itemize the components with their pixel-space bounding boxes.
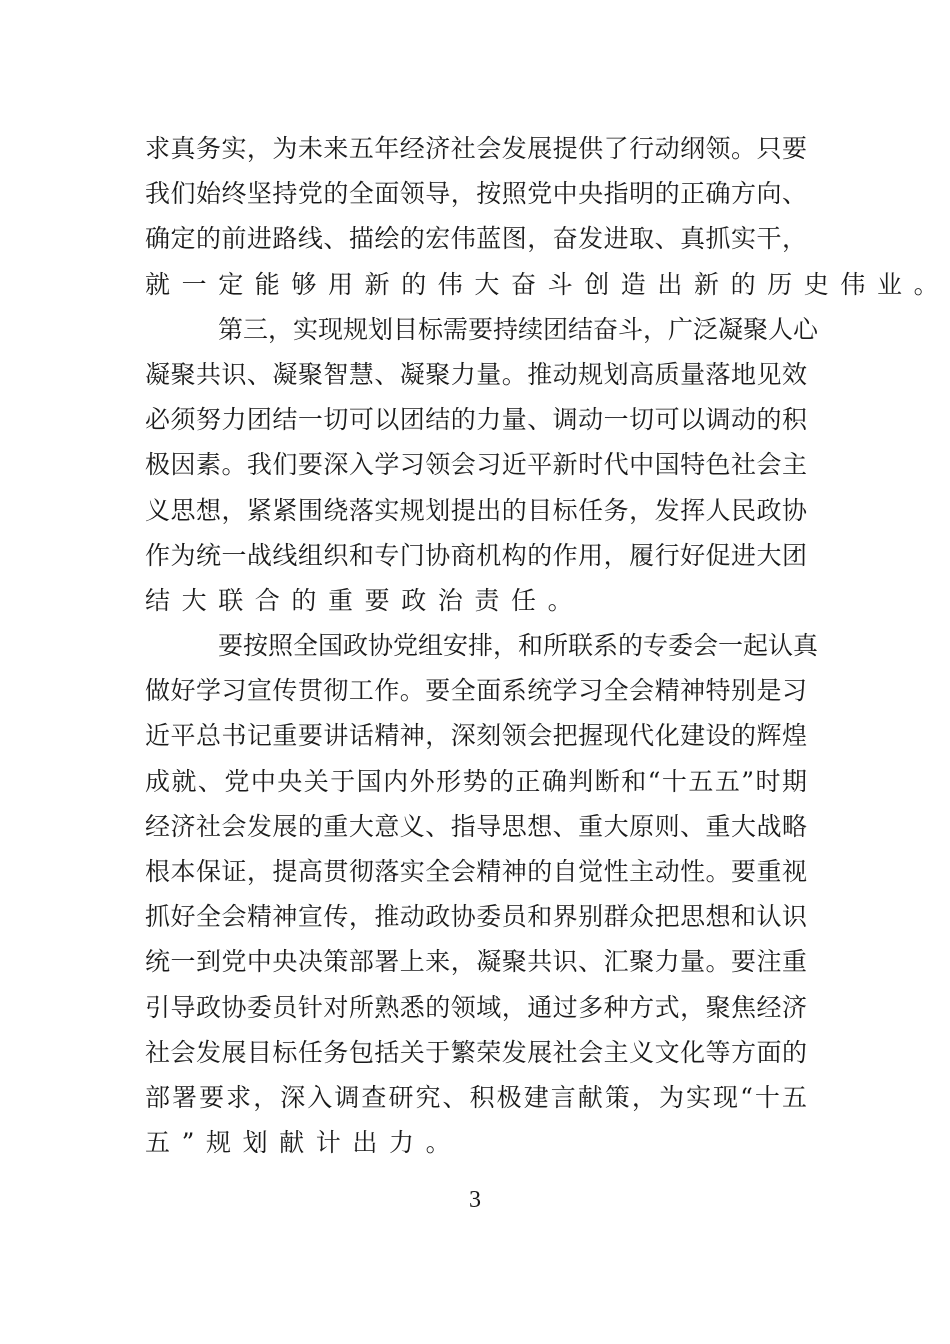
text-line: 结大联合的重要政治责任。 xyxy=(145,585,585,615)
text-line: 统一到党中央决策部署上来，凝聚共识、汇聚力量。要注重 xyxy=(145,947,807,977)
text-line: 极因素。我们要深入学习领会习近平新时代中国特色社会主 xyxy=(145,450,807,480)
text-line: 成就、党中央关于国内外形势的正确判断和“十五五”时期 xyxy=(145,766,807,796)
text-line: 确定的前进路线、描绘的宏伟蓝图，奋发进取、真抓实干， xyxy=(145,224,807,254)
text-line: 经济社会发展的重大意义、指导思想、重大原则、重大战略 xyxy=(145,811,807,841)
text-line: 我们始终坚持党的全面领导，按照党中央指明的正确方向、 xyxy=(145,179,807,209)
document-body xyxy=(145,126,950,1165)
text-line: 近平总书记重要讲话精神，深刻领会把握现代化建设的辉煌 xyxy=(145,721,807,751)
page-number: 3 xyxy=(469,1187,481,1213)
text-line: 求真务实，为未来五年经济社会发展提供了行动纲领。只要 xyxy=(145,134,807,163)
text-line: 抓好全会精神宣传，推动政协委员和界别群众把思想和认识 xyxy=(145,902,807,932)
paragraph-first-line: 要按照全国政协党组安排，和所联系的专委会一起认真 xyxy=(218,631,819,661)
paragraph-first-line: 第三，实现规划目标需要持续团结奋斗，广泛凝聚人心 xyxy=(218,314,819,344)
text-line: 必须努力团结一切可以团结的力量、调动一切可以调动的积 xyxy=(145,405,807,435)
text-line: 五”规划献计出力。 xyxy=(145,1128,463,1158)
text-line: 凝聚共识、凝聚智慧、凝聚力量。推动规划高质量落地见效 xyxy=(145,359,807,389)
text-line: 社会发展目标任务包括关于繁荣发展社会主义文化等方面的 xyxy=(145,1037,807,1067)
text-line: 作为统一战线组织和专门协商机构的作用，履行好促进大团 xyxy=(145,540,807,570)
text-line: 做好学习宣传贯彻工作。要全面系统学习全会精神特别是习 xyxy=(145,676,807,706)
text-line: 引导政协委员针对所熟悉的领域，通过多种方式，聚焦经济 xyxy=(145,992,807,1022)
text-line: 部署要求，深入调查研究、积极建言献策，为实现“十五 xyxy=(145,1082,807,1112)
text-line: 就一定能够用新的伟大奋斗创造出新的历史伟业。 xyxy=(145,269,950,299)
text-line: 根本保证，提高贯彻落实全会精神的自觉性主动性。要重视 xyxy=(145,857,807,886)
text-line: 义思想，紧紧围绕落实规划提出的目标任务，发挥人民政协 xyxy=(145,495,807,525)
